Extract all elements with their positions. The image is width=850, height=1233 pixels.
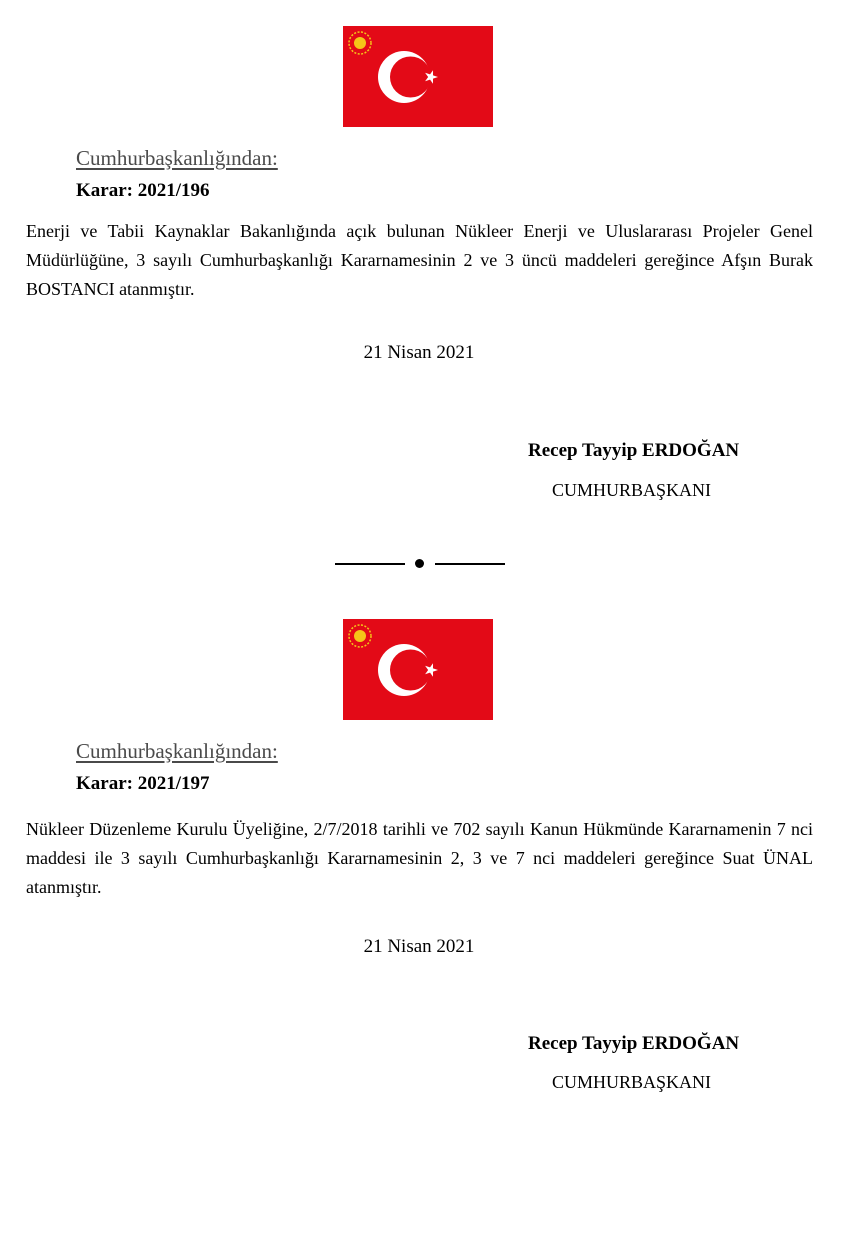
issuer-heading: Cumhurbaşkanlığından:	[76, 146, 278, 170]
flag-graphic	[343, 619, 493, 720]
separator-dot	[415, 559, 424, 568]
signer-title: CUMHURBAŞKANI	[552, 480, 712, 500]
decree-body-text: Enerji ve Tabii Kaynaklar Bakanlığında açık bulunan Nükleer Enerji ve Uluslararası Projeler Genel Müdürlüğüne, 3 sayılı Cumhurbaşkanlığı Kararnamesinin 2 ve 3 üncü maddeleri gereğince Afşın Burak BOSTANCI atanmıştır.	[26, 221, 813, 299]
presidential-flag-icon	[343, 26, 493, 127]
decree-body-text: Nükleer Düzenleme Kurulu Üyeliğine, 2/7/2018 tarihli ve 702 sayılı Kanun Hükmünde Kararnamenin 7 nci maddesi ile 3 sayılı Cumhurbaşkanlığı Kararnamesinin 2, 3 ve 7 nci maddeleri gereğince Suat ÜNAL atanmıştır.	[26, 819, 813, 897]
signer-name: Recep Tayyip ERDOĞAN	[528, 440, 740, 461]
flag-graphic	[343, 26, 493, 127]
decision-number: Karar: 2021/196	[76, 180, 210, 201]
signer-name: Recep Tayyip ERDOĞAN	[528, 1033, 740, 1054]
separator-line-right	[435, 563, 505, 565]
presidential-flag-icon	[343, 619, 493, 720]
decision-number: Karar: 2021/197	[76, 773, 210, 794]
decree-date: 21 Nisan 2021	[363, 936, 475, 957]
issuer-heading: Cumhurbaşkanlığından:	[76, 739, 278, 763]
section-separator	[335, 552, 505, 572]
decree-date: 21 Nisan 2021	[363, 342, 475, 363]
signer-title: CUMHURBAŞKANI	[552, 1072, 712, 1092]
separator-line-left	[335, 563, 405, 565]
